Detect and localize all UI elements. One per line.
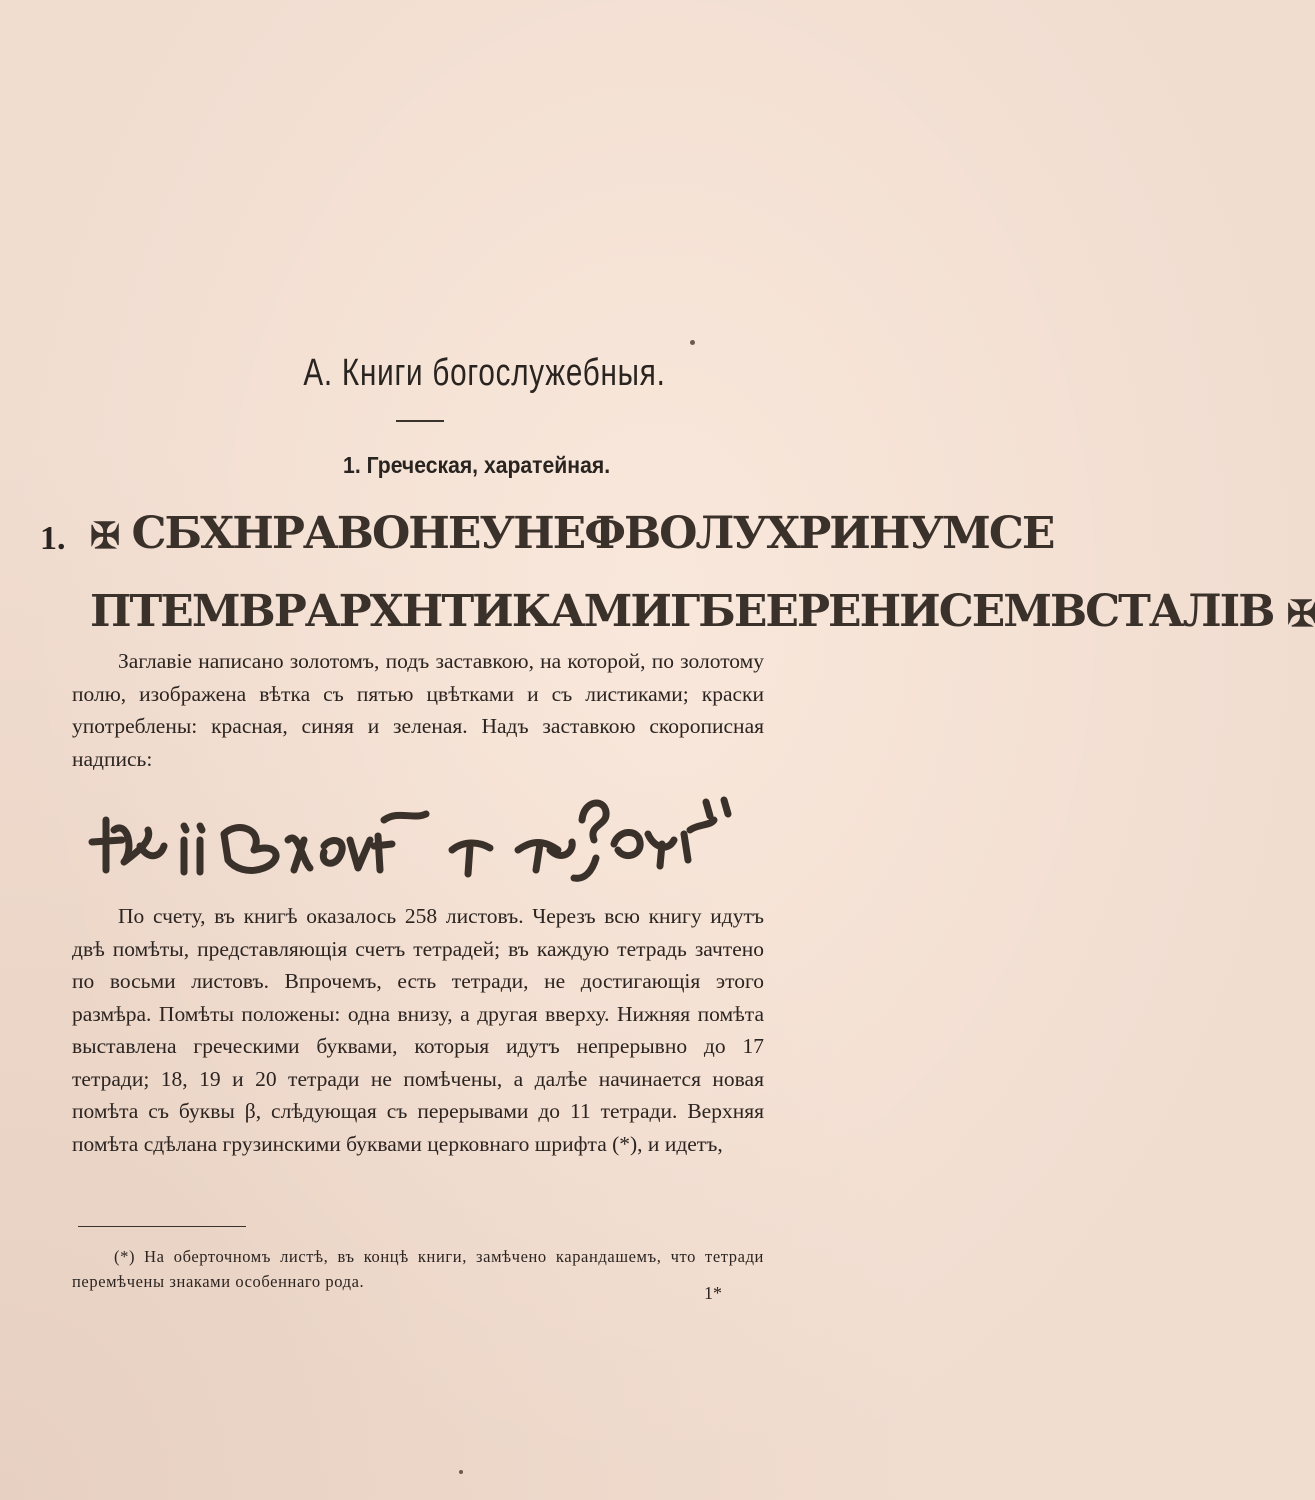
signature-mark: 1* <box>704 1283 722 1303</box>
cross-ornament-icon: ✠ <box>90 515 119 557</box>
uncial-title-line-2 <box>90 586 1315 646</box>
entry-number: 1. <box>40 520 66 557</box>
paper-speck <box>459 1470 463 1474</box>
uncial-text: СБХНРАВОНЕУНЕФВОЛУХРИНУМСЕ <box>131 508 1054 559</box>
section-title: А. Книги богослужебныя. <box>303 352 666 394</box>
paragraph-description-2: По счету, въ книгѣ оказалось 258 листовъ. Черезъ всю книгу идутъ двѣ помѣты, представляющія счетъ тетрадей; въ каждую тетрадь зачтено по восьми листовъ. Впрочемъ, есть тетради, не достигающія этого размѣра. Помѣты положены: одна внизу, а другая вверху. Нижняя помѣта выставлена греческими буквами, которыя идутъ непрерывно до 17 тетради; 18, 19 и 20 тетради не помѣчены, а далѣе начинается новая помѣта съ буквы β, слѣдующая съ перерывами до 11 тетради. Верхняя помѣта сдѣлана грузинскими буквами церковнаго шрифта (*), и идетъ, <box>72 904 764 1156</box>
uncial-title-line-1 <box>90 508 1054 568</box>
footnote-rule <box>78 1226 246 1227</box>
cursive-inscription-image <box>88 790 748 890</box>
paragraph-description: Заглавіе написано золотомъ, подъ заставкою, на которой, по золотому полю, изображена вѣтка съ пятью цвѣтками и съ листиками; краски употреблены: красная, синяя и зеленая. Надъ заставкою скорописная надпись: <box>72 649 764 771</box>
cross-ornament-icon: ✠ <box>1286 593 1315 635</box>
footnote: (*) На оберточномъ листѣ, въ концѣ книги, замѣчено карандашемъ, что тетради перемѣчены знаками особеннаго рода. <box>72 1247 764 1291</box>
uncial-text: ПТЕМВРАРХНТИКАМИГБЕЕРЕНИСЕМВСТАЛІВ <box>90 586 1274 637</box>
subtitle: 1. Греческая, харатейная. <box>343 452 611 478</box>
title-rule <box>396 420 444 422</box>
paper-speck <box>690 340 695 345</box>
